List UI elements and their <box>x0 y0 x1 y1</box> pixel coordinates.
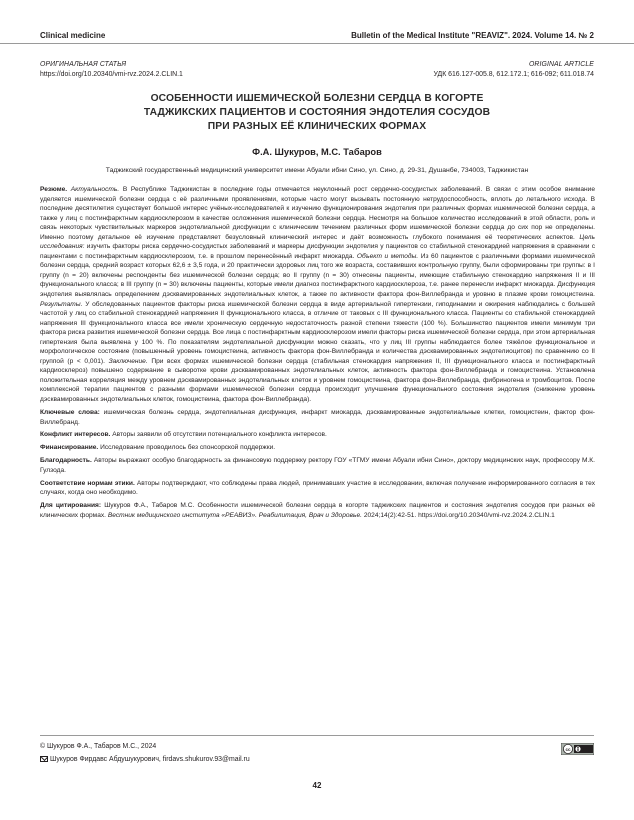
aim-label: Цель исследования: <box>40 233 595 251</box>
footer-divider <box>40 735 594 736</box>
acknowledgement-label: Благодарность. <box>40 457 92 465</box>
conflict-of-interest <box>40 430 595 440</box>
abstract-label: Резюме. <box>40 186 68 193</box>
keywords-label: Ключевые слова: <box>40 408 100 416</box>
citation-journal: Вестник медицинского института «РЕАВИЗ». Реабилитация, Врач и Здоровье. <box>107 511 362 519</box>
authors: Ф.А. Шукуров, М.С. Табаров <box>252 147 382 157</box>
acknowledgement <box>40 456 595 475</box>
conclusion-label: Заключение. <box>108 357 148 365</box>
affiliation: Таджикский государственный медицинский университет имени Абуали ибни Сино, ул. Сино, д. 29-31, Душанбе, 734003, Таджикистан <box>105 167 529 174</box>
title-line: ПРИ РАЗНЫХ ЕЁ КЛИНИЧЕСКИХ ФОРМАХ <box>207 121 427 132</box>
citation-label: Для цитирования: <box>40 502 102 510</box>
ethics-text: Авторы подтверждают, что соблюдены права людей, принимавших участие в исследовании, включая получение информированного согласия в тех случаях, когда оно необходимо. <box>40 479 595 497</box>
title-line: ТАДЖИКСКИХ ПАЦИЕНТОВ И СОСТОЯНИЯ ЭНДОТЕЛИЯ СОСУДОВ <box>143 107 491 118</box>
methods-text: Из 60 пациентов с различными формами ишемической болезни сердца, средний возраст которых 62,6 ± 3,5 года, и 20 практически здоровых лиц того же возраста, составивших контрольную группу, были сформированы три группы: в I группу (n = 20) включены респонденты без ишемической болезни сердца; во II группу (n = 30) отнесены пациенты, имеющие стабильную стенокардию напряжения II и III функционального класса; в III группу (n = 30) включены пациенты, которые имели диагноз постинфарктного кардиосклероза, т.е. ранее перенесли инфаркт миокарда. Дисфункция эндотелия выявлялась определением дэсквамированных эндотелиальных клеток, а также по активности фактора фон-Виллебранда и уровню в плазме крови гомоцистеина. <box>40 252 595 299</box>
keywords-text: ишемическая болезнь сердца, эндотелиальная дисфункция, инфаркт миокарда, дэсквамированные эндотелиальные клетки, гомоцистеин, фактор фон-Виллебранд. <box>40 408 595 426</box>
section-name: Clinical medicine <box>40 31 106 40</box>
ethics <box>40 479 595 498</box>
funding-text: Исследование проводилось без спонсорской поддержки. <box>98 444 276 452</box>
corresponding-author <box>40 755 250 763</box>
copyright: © Шукуров Ф.А., Табаров М.С., 2024 <box>40 743 157 750</box>
keywords <box>40 408 595 427</box>
article-type-ru: ОРИГИНАЛЬНАЯ СТАТЬЯ <box>40 61 127 68</box>
citation-tail: 2024;14(2):42-51. https://doi.org/10.20340/vmi-rvz.2024.2.CLIN.1 <box>361 511 555 519</box>
results-label: Результаты. <box>40 300 83 308</box>
udc-code: УДК 616.127-005.8, 612.172.1; 616-092; 611.018.74 <box>433 71 594 78</box>
title-line: ОСОБЕННОСТИ ИШЕМИЧЕСКОЙ БОЛЕЗНИ СЕРДЦА В КОГОРТЕ <box>150 93 484 104</box>
article-type-en: ORIGINAL ARTICLE <box>528 61 594 68</box>
conflict-label: Конфликт интересов. <box>40 431 111 439</box>
funding-label: Финансирование. <box>40 444 99 452</box>
conflict-text: Авторы заявили об отсутствии потенциального конфликта интересов. <box>110 431 327 439</box>
citation-text: Шукуров Ф.А., Табаров М.С. Особенности ишемической болезни сердца в когорте таджикских пациентов и состояния эндотелия сосудов при разных её клинических формах. <box>40 502 595 519</box>
journal-name: Bulletin of the Medical Institute "REAVIZ". 2024. Volume 14. № 2 <box>351 31 594 40</box>
methods-label: Объект и методы. <box>356 252 419 260</box>
abstract-paragraph <box>40 185 595 405</box>
meta-right <box>433 60 594 80</box>
results-text: У обследованных пациентов факторы риска ишемической болезни сердца в виде артериальной гипертензии, гиподинамии и ожирения наблюдались с большей частотой у лиц со стабильной стенокардией напряжения II функционального класса, в отличие от таковых с III функционального класса. Пациенты со стабильной стенокардией напряжения III функционального класса все имели хроническую сердечную недостаточность разной степени тяжести (100 %). Большинство пациентов имели минимум три фактора риска развития ишемической болезни сердца. Все лица с постинфарктным кардиосклерозом имели факторы риска ишемической болезни сердца, при этом артериальная гипертензия была выявлена у 100 %. По показателям эндотелиальной дисфункции можно сказать, что у лиц III группы наблюдается более тяжёлое функциональное и морфологическое состояние (повышенный уровень гомоцистеина, активность фактора фон-Виллебранда и количества дэсквамированных эндотелиоцитов) по сравнению со II группой (p < 0,001). <box>40 300 595 365</box>
funding <box>40 443 595 453</box>
envelope-icon <box>40 756 48 762</box>
cc-logo-text: cc <box>565 746 571 752</box>
ethics-label: Соответствие нормам этики. <box>40 479 135 487</box>
citation <box>40 501 595 520</box>
creative-commons-badge[interactable] <box>561 743 594 755</box>
meta-left <box>40 60 183 80</box>
relevance-label: Актуальность. <box>70 186 120 193</box>
article-title <box>80 92 554 134</box>
contact-text[interactable]: Шукуров Фирдавс Абдушукурович, firdavs.shukurov.93@mail.ru <box>50 756 250 763</box>
relevance-text: В Республике Таджикистан в последние годы отмечается неуклонный рост сердечно-сосудистых заболеваний. В связи с этим особое внимание уделяется ишемической болезни сердца с её различными проявлениями, которые часто могут вызывать постоянную нетрудоспособность, вплоть до летального исхода. В последние десятилетия существует большой интерес учёных-исследователей к изучению функционирования эндотелия при различных формах ишемической болезни сердца, а также у лиц с постинфарктным кардиосклерозом в качестве осложнения ишемической болезни сердца. Несмотря на большое количество исследований в этой области, роль и связь некоторых чувствительных маркеров эндотелиальной дисфункции с клиническим течением различных форм ишемической болезни сердца до сих пор не определены. Именно поэтому детальное её изучение представляет безусловный клинический интерес и даёт возможность глубокого понимания её теоретических аспектов. <box>40 186 595 241</box>
running-header <box>0 0 634 44</box>
abstract-block <box>40 185 595 524</box>
doi-link[interactable]: https://doi.org/10.20340/vmi-rvz.2024.2.CLIN.1 <box>40 71 183 78</box>
page-number: 42 <box>312 781 322 790</box>
acknowledgement-text: Авторы выражают особую благодарность за финансовую поддержку ректору ГОУ «ТГМУ имени Абуали ибни Сино», доктору медицинских наук, профессору М.К. Гулзода. <box>40 457 595 474</box>
aim-text: изучить факторы риска сердечно-сосудистых заболеваний и маркеры дисфункции эндотелия у пациентов со стабильной стенокардией напряжения в сравнении с пациентами с постинфарктным кардиосклерозом, т.е. в прошлом перенесённый инфаркт миокарда. <box>40 243 595 260</box>
conclusion-text: При всех формах ишемической болезни сердца (стабильная стенокардия напряжения II, III функционального класса и постинфарктный кардиосклероз) повышено содержание в сыворотке крови дэсквамированных эндотелиальных клеток, активность фактора фон-Виллебранда и гомоцистеина. Установлена положительная корреляция между уровнем дэсквамированных эндотелиальных клеток и уровнем гомоцистеина, фактора фон-Виллебранда, фибриногена и тромбоцитов. После комплексной терапии пациентов с разными формами ишемической болезни сердца происходит улучшение функционального состояния эндотелия (снижение уровень дэсквамированных эндотелиальных клеток, гомоцистеина, фактора фон-Виллебранда). <box>40 357 596 404</box>
